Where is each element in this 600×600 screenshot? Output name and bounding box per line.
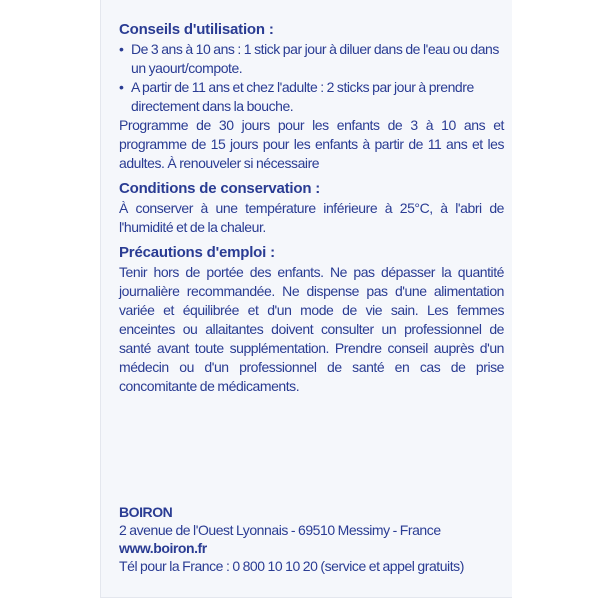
bullet-marker: • (119, 79, 124, 95)
company-footer (119, 503, 509, 575)
label-panel (100, 0, 512, 598)
usage-bullet-text: De 3 ans à 10 ans : 1 stick par jour à diluer dans de l'eau ou dans un yaourt/compote. (131, 41, 499, 76)
storage-text: À conserver à une température inférieure à 25°C, à l'abri de l'humidité et de la chaleur. (119, 200, 504, 235)
usage-heading: Conseils d'utilisation : (119, 21, 274, 38)
bullet-marker: • (119, 41, 124, 57)
company-name: BOIRON (119, 504, 173, 520)
usage-bullet-adults (119, 78, 504, 116)
precautions-heading: Précautions d'emploi : (119, 244, 275, 261)
usage-bullet-text: A partir de 11 ans et chez l'adulte : 2 sticks par jour à prendre directement dans la bouche. (131, 79, 474, 114)
precautions-text: Tenir hors de portée des enfants. Ne pas dépasser la quantité journalière recommandée. Ne dispense pas d'une alimentation variée et équilibrée et d'un mode de vie sain. Les femmes enceintes ou allaitantes doivent consulter un professionnel de santé avant toute supplémentation. Prendre conseil auprès d'un médecin ou d'un professionnel de santé en cas de prise concomitante de médicaments. (119, 264, 504, 394)
company-phone: Tél pour la France : 0 800 10 10 20 (service et appel gratuits) (119, 558, 464, 574)
storage-heading: Conditions de conservation : (119, 180, 321, 197)
company-address: 2 avenue de l'Ouest Lyonnais - 69510 Messimy - France (119, 522, 441, 538)
company-website: www.boiron.fr (119, 540, 207, 556)
usage-bullet-children (119, 40, 504, 78)
usage-program-text: Programme de 30 jours pour les enfants de 3 à 10 ans et programme de 15 jours pour les enfants à partir de 11 ans et les adultes. À renouveler si nécessaire (119, 117, 504, 171)
